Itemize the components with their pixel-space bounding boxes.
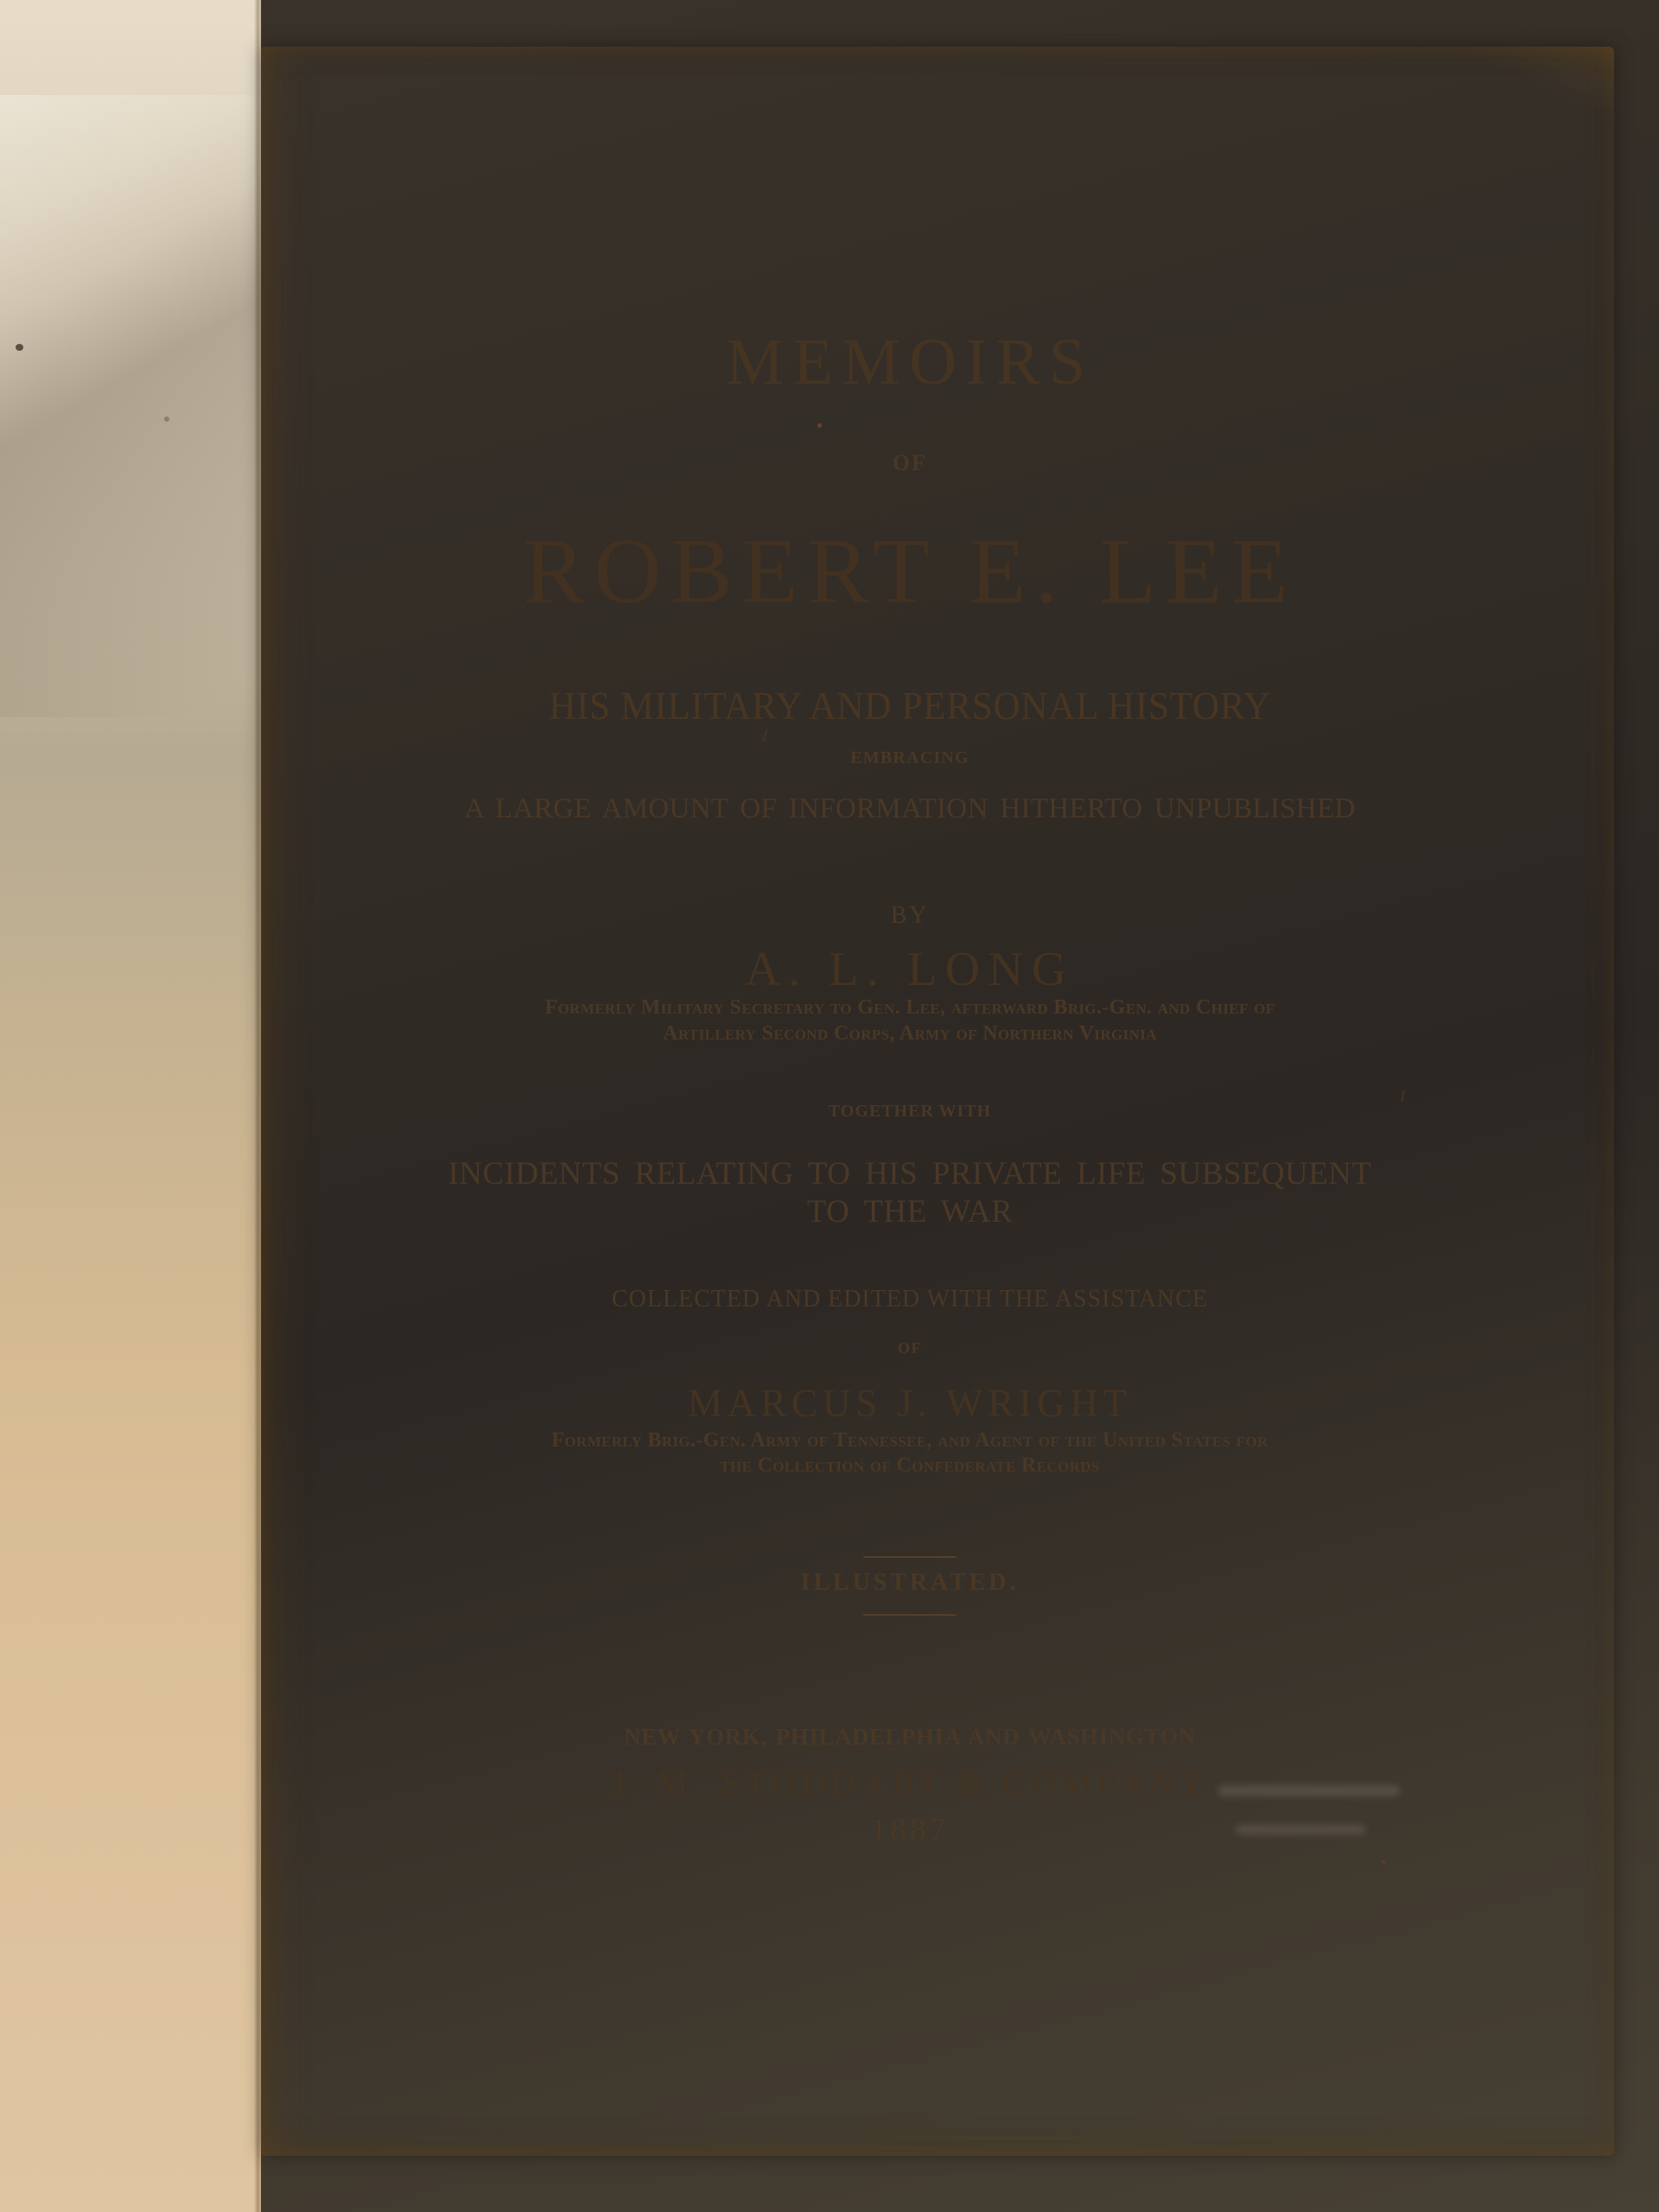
facing-page-shadow [0, 95, 261, 717]
subtitle-incidents [261, 1155, 1559, 1231]
editor-credentials-line2: the Collection of Confederate Records [720, 1454, 1100, 1477]
paper-speck [164, 416, 169, 422]
author-credentials [261, 995, 1559, 1046]
ink-tick-mark [1401, 1090, 1405, 1103]
author-credentials-line1: Formerly Military Secretary to Gen. Lee, afterward Brig.-Gen. and Chief of [544, 996, 1275, 1019]
editor-name: MARCUS J. WRIGHT [687, 1382, 1133, 1425]
editor-credentials [261, 1428, 1559, 1478]
imprint-publisher: J. M. STODDART & COMPANY [610, 1764, 1210, 1802]
editor-credentials-line1: Formerly Brig.-Gen. Army of Tennessee, and Agent of the United States for [551, 1429, 1268, 1452]
label-together-with: TOGETHER WITH [828, 1102, 992, 1121]
ink-tick-mark [762, 729, 768, 742]
book-subtitle: HIS MILITARY AND PERSONAL HISTORY [549, 683, 1271, 728]
title-page [261, 47, 1614, 2156]
author-credentials-line2: Artillery Second Corps, Army of Northern Virginia [663, 1022, 1157, 1045]
label-embracing: EMBRACING [850, 748, 969, 767]
divider-rule-top [261, 1547, 1559, 1562]
book-title-memoirs: MEMOIRS [725, 326, 1095, 398]
subtitle-incidents-line2: TO THE WAR [806, 1194, 1014, 1230]
paper-speck [16, 344, 23, 351]
paper-speck [1381, 1859, 1386, 1864]
book-title-subject: ROBERT E. LEE [523, 520, 1297, 623]
label-collected: COLLECTED AND EDITED WITH THE ASSISTANCE [612, 1286, 1208, 1313]
subtitle-incidents-line1: INCIDENTS RELATING TO HIS PRIVATE LIFE SUBSEQUENT [448, 1156, 1372, 1192]
title-page-content [261, 47, 1559, 2156]
facing-page-edge [0, 0, 261, 2212]
label-by: BY [890, 902, 930, 929]
editor-word-of: OF [898, 1339, 922, 1357]
paper-speck [817, 423, 822, 428]
label-illustrated: ILLUSTRATED. [800, 1569, 1020, 1596]
divider-rule-bottom [261, 1605, 1559, 1620]
subtitle-unpublished: A LARGE AMOUNT OF INFORMATION HITHERTO UNPUBLISHED [464, 793, 1356, 824]
bleed-through-ghost [1236, 1825, 1365, 1834]
bleed-through-ghost [1218, 1785, 1400, 1796]
title-word-of: OF [892, 450, 928, 475]
imprint-year: 1887 [870, 1812, 950, 1848]
author-name: A. L. LONG [745, 943, 1075, 996]
imprint-cities: NEW YORK, PHILADELPHIA AND WASHINGTON [624, 1724, 1196, 1750]
